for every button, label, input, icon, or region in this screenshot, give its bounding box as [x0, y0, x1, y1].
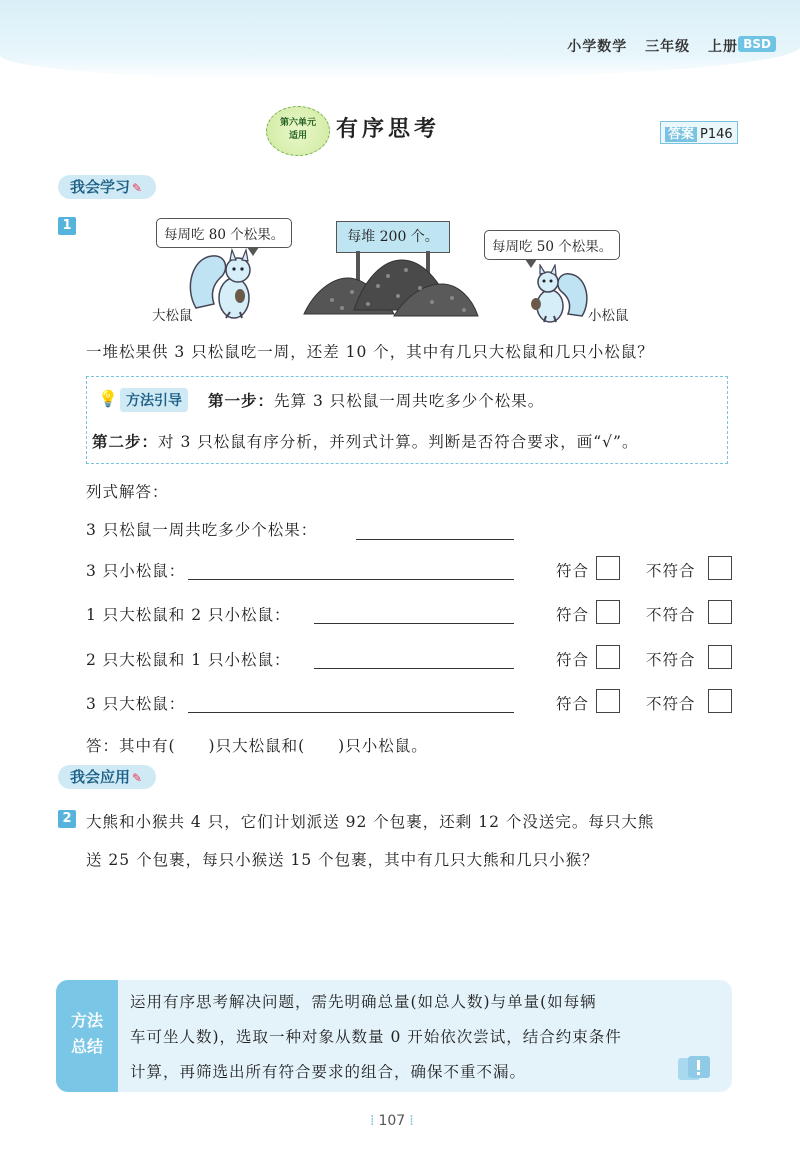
- total-line-label: 3 只松鼠一周共吃多少个松果：: [86, 521, 318, 539]
- step2-line: [92, 430, 638, 452]
- edition-badge: BSD: [738, 36, 776, 52]
- page-number-text: 107: [378, 1113, 406, 1129]
- row-4-label: 3 只大松鼠：: [86, 695, 186, 713]
- lightbulb-icon: 💡: [98, 389, 118, 408]
- header-info: [555, 36, 738, 56]
- summary-line2: 车可坐人数)，选取一种对象从数量 0 开始依次尝试，结合约束条件: [130, 1028, 622, 1046]
- row-4-no-label: 不符合: [646, 695, 696, 713]
- small-squirrel-label: 小松鼠: [588, 308, 629, 324]
- row-2-no-checkbox[interactable]: [708, 600, 732, 624]
- answer-label: 答案: [665, 127, 697, 142]
- header-volume: 上册: [708, 39, 738, 55]
- big-squirrel-icon: [186, 248, 266, 324]
- q2-line-1: 大熊和小猴共 4 只，它们计划派送 92 个包裹，还剩 12 个没送完。每只大熊: [86, 813, 655, 831]
- row-3-no-checkbox[interactable]: [708, 645, 732, 669]
- row-4-yes-checkbox[interactable]: [596, 689, 620, 713]
- question-number-1: 1: [58, 217, 76, 235]
- row-3-yes-label: 符合: [556, 651, 590, 669]
- solve-label: 列式解答：: [86, 483, 169, 501]
- row-2-no-label: 不符合: [646, 606, 696, 624]
- row-1-yes-checkbox[interactable]: [596, 556, 620, 580]
- q2-line-2: 送 25 个包裹，每只小猴送 15 个包裹，其中有几只大熊和几只小猴？: [86, 851, 599, 869]
- pencil-icon: ✎: [132, 771, 143, 785]
- row-4-answer-line[interactable]: [188, 711, 514, 713]
- header-grade: 三年级: [645, 39, 691, 55]
- row-1-yes-label: 符合: [556, 562, 590, 580]
- row-3-label: 2 只大松鼠和 1 只小松鼠：: [86, 651, 291, 669]
- row-1-no-checkbox[interactable]: [708, 556, 732, 580]
- unit-badge-line2: 适用: [288, 131, 307, 141]
- method-summary-label: [56, 980, 118, 1092]
- section-learn-tag: [58, 175, 156, 199]
- page-number: ⁞ 107 ⁞: [370, 1113, 414, 1129]
- section-apply-label: 我会应用: [70, 768, 131, 786]
- step1-text: 先算 3 只松鼠一周共吃多少个松果。: [274, 392, 545, 410]
- row-3-yes-checkbox[interactable]: [596, 645, 620, 669]
- answer-reference: [660, 121, 738, 144]
- row-4-no-checkbox[interactable]: [708, 689, 732, 713]
- unit-badge: [266, 106, 330, 156]
- row-3-no-label: 不符合: [646, 651, 696, 669]
- pencil-icon: ✎: [132, 181, 143, 195]
- row-1-label: 3 只小松鼠：: [86, 562, 186, 580]
- row-2-yes-label: 符合: [556, 606, 590, 624]
- page-title: 有序思考: [336, 117, 441, 142]
- summary-line3: 计算，再筛选出所有符合要求的组合，确保不重不漏。: [130, 1063, 527, 1081]
- total-answer-line[interactable]: [356, 538, 514, 540]
- summary-text: [130, 985, 622, 1090]
- step2-label: 第二步：: [92, 432, 159, 451]
- pine-cone-piles-icon: [302, 252, 480, 318]
- section-learn: [58, 176, 156, 197]
- speech-bubble-small-squirrel: 每周吃 50 个松果。: [484, 230, 620, 260]
- step1-line: [208, 389, 544, 411]
- summary-label-line2: 总结: [70, 1037, 103, 1056]
- pile-sign: 每堆 200 个。: [336, 221, 450, 253]
- q1-answer-line: 答：其中有( )只大松鼠和( )只小松鼠。: [86, 737, 428, 755]
- row-1-no-label: 不符合: [646, 562, 696, 580]
- big-squirrel-label: 大松鼠: [152, 308, 193, 324]
- summary-line1: 运用有序思考解决问题，需先明确总量(如总人数)与单量(如每辆: [130, 993, 597, 1011]
- row-1-answer-line[interactable]: [188, 578, 514, 580]
- row-4-yes-label: 符合: [556, 695, 590, 713]
- unit-badge-line1: 第六单元: [279, 118, 316, 128]
- speech-bubble-big-squirrel: 每周吃 80 个松果。: [156, 218, 292, 248]
- q1-question: 一堆松果供 3 只松鼠吃一周，还差 10 个，其中有几只大松鼠和几只小松鼠？: [86, 343, 654, 361]
- header-subject: 小学数学: [567, 39, 628, 55]
- section-apply: [58, 766, 156, 787]
- method-guide-tag: 方法引导: [120, 388, 188, 412]
- small-squirrel-icon: [520, 264, 592, 326]
- row-2-label: 1 只大松鼠和 2 只小松鼠：: [86, 606, 291, 624]
- section-learn-label: 我会学习: [70, 178, 131, 196]
- step1-label: 第一步：: [208, 391, 275, 410]
- row-2-yes-checkbox[interactable]: [596, 600, 620, 624]
- row-3-answer-line[interactable]: [314, 667, 514, 669]
- row-2-answer-line[interactable]: [314, 622, 514, 624]
- section-apply-tag: [58, 765, 156, 789]
- step2-text: 对 3 只松鼠有序分析，并列式计算。判断是否符合要求，画“√”。: [158, 433, 639, 451]
- summary-label-line1: 方法: [70, 1011, 103, 1030]
- answer-page: P146: [700, 127, 733, 142]
- question-number-2: 2: [58, 810, 76, 828]
- exclamation-note-icon: [676, 1054, 712, 1084]
